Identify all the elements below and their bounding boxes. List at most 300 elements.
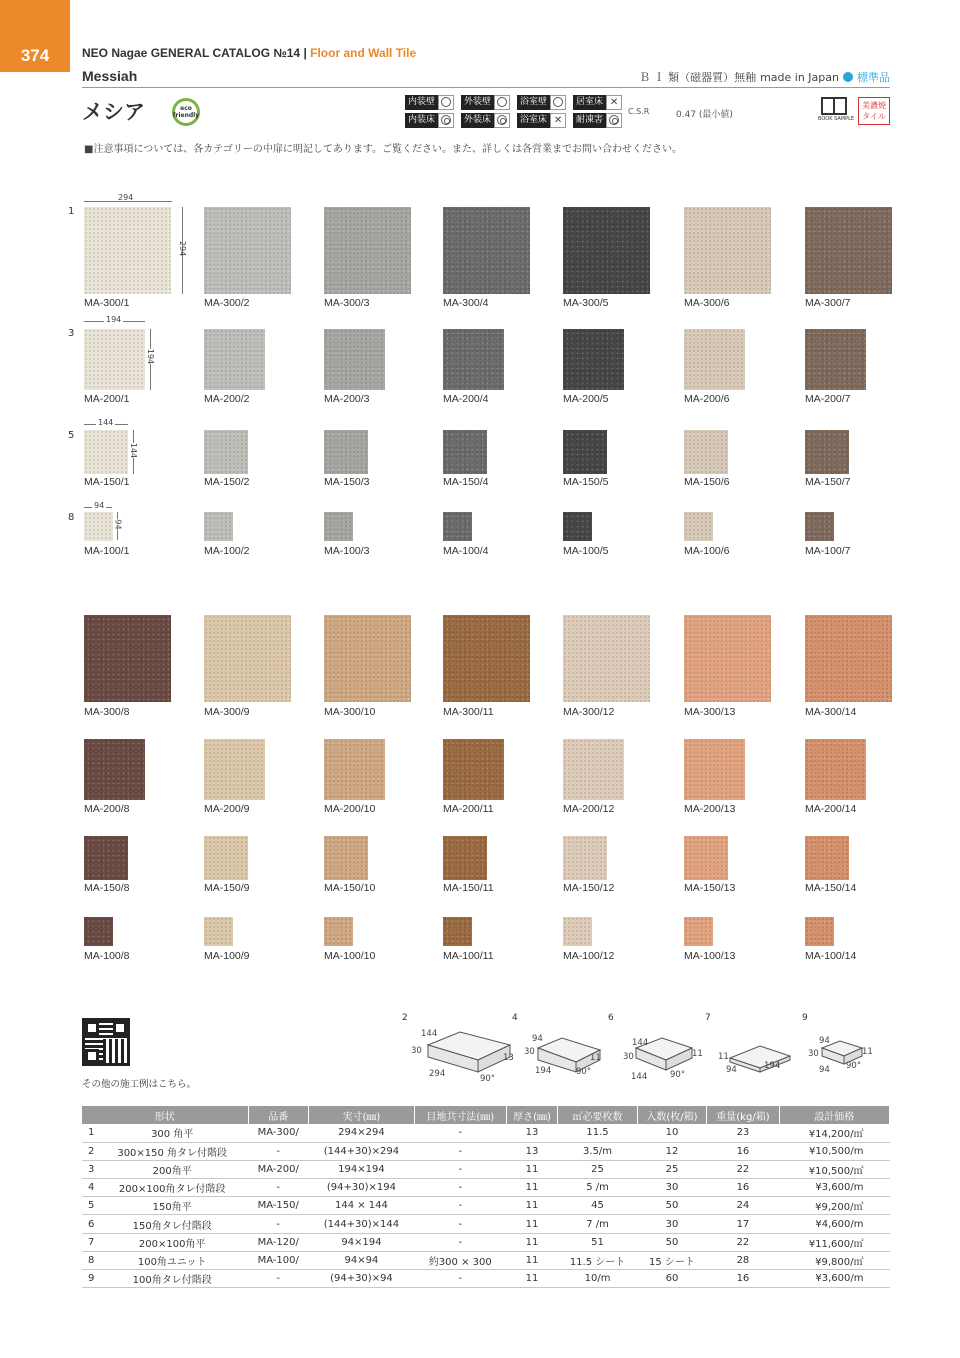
book-icon — [821, 97, 847, 115]
usage-label: 居室床 — [573, 95, 606, 110]
usage-label: 内装壁 — [405, 95, 438, 110]
table-cell: - — [414, 1142, 506, 1160]
table-cell: 22 — [707, 1233, 779, 1251]
table-cell: 11 — [506, 1160, 558, 1178]
tile-code: MA-300/10 — [324, 706, 376, 718]
page-number: 374 — [0, 0, 70, 72]
tile-swatch — [204, 615, 291, 702]
tile-code: MA-100/8 — [84, 950, 130, 962]
table-cell: MA-300/ — [248, 1124, 308, 1142]
shape-7-diagram — [730, 1046, 790, 1072]
shape-2-dim-a: 144 — [421, 1029, 438, 1039]
tile-code: MA-100/3 — [324, 545, 370, 557]
tile-code: MA-150/8 — [84, 882, 130, 894]
tile-swatch — [563, 615, 650, 702]
table-cell: 13 — [506, 1124, 558, 1142]
table-cell: 7 — [82, 1233, 96, 1251]
tile-swatch — [443, 836, 487, 880]
table-cell: 11.5 — [558, 1124, 637, 1142]
table-cell: - — [414, 1179, 506, 1197]
tile-code: MA-100/1 — [84, 545, 130, 557]
tile-swatch — [684, 615, 771, 702]
header-divider — [82, 87, 890, 88]
tile-swatch — [805, 207, 892, 294]
origin: made in Japan — [760, 70, 839, 84]
table-cell: - — [414, 1124, 506, 1142]
tile-code: MA-100/6 — [684, 545, 730, 557]
tile-swatch — [84, 207, 171, 294]
table-cell: 200×100角タレ付階段 — [96, 1179, 248, 1197]
tile-swatch — [443, 615, 530, 702]
shape-2-dim-b: 30 — [411, 1046, 422, 1056]
tile-code: MA-100/5 — [563, 545, 609, 557]
csr-value: 0.47 (最小値) — [676, 110, 733, 120]
table-cell: 15 シート — [637, 1251, 707, 1269]
tile-swatch — [805, 836, 849, 880]
dim-144-height: 144 — [129, 442, 139, 459]
tile-code: MA-300/11 — [443, 706, 494, 718]
col-pieces-per-box: 入数(枚/箱) — [637, 1106, 707, 1124]
tile-code: MA-300/14 — [805, 706, 857, 718]
tile-swatch — [324, 836, 368, 880]
tile-code: MA-200/10 — [324, 803, 376, 815]
table-cell: 200角平 — [96, 1160, 248, 1178]
book-sample-label: BOOK SAMPLE — [818, 116, 855, 122]
shape-7-dim-a: 11 — [718, 1052, 729, 1062]
table-cell: 200×100角平 — [96, 1233, 248, 1251]
spec-table — [82, 1106, 890, 1288]
table-row — [82, 1142, 890, 1160]
qr-code[interactable] — [82, 1018, 130, 1066]
table-cell: - — [248, 1179, 308, 1197]
tile-swatch — [443, 430, 487, 474]
usage-grid — [405, 94, 627, 128]
tile-code: MA-300/1 — [84, 297, 130, 309]
tile-code: MA-200/12 — [563, 803, 615, 815]
tile-code: MA-300/7 — [805, 297, 851, 309]
shape-7-dim-b: 94 — [726, 1065, 737, 1075]
table-cell: (144+30)×294 — [308, 1142, 414, 1160]
usage-label: 浴室床 — [517, 113, 550, 128]
table-cell: - — [414, 1197, 506, 1215]
shape-9-dim-a: 94 — [819, 1036, 830, 1046]
csr-label: C.S.R — [628, 107, 650, 116]
table-row — [82, 1160, 890, 1178]
col-joint-size: 目地共寸法(㎜) — [414, 1106, 506, 1124]
table-cell: 16 — [707, 1142, 779, 1160]
shape-9-dim-d: 94 — [819, 1065, 830, 1075]
usage-label: 耐凍害 — [573, 113, 606, 128]
table-cell: 23 — [707, 1124, 779, 1142]
dim-194-width: 194 — [106, 315, 122, 324]
tile-code: MA-150/10 — [324, 882, 376, 894]
usage-label: 外装壁 — [461, 95, 494, 110]
tile-code: MA-200/3 — [324, 393, 370, 405]
tile-swatch — [684, 836, 728, 880]
series-name-en: Messiah — [82, 68, 138, 84]
shape-6-dim-e: 90° — [670, 1070, 686, 1080]
tile-swatch — [684, 917, 713, 946]
shape-2-diagram — [428, 1032, 510, 1072]
col-actual-size: 実寸(㎜) — [308, 1106, 414, 1124]
table-row — [82, 1270, 890, 1288]
tile-code: MA-150/4 — [443, 476, 489, 488]
table-cell: 22 — [707, 1160, 779, 1178]
table-cell: 5 — [82, 1197, 96, 1215]
table-cell: 4 — [82, 1179, 96, 1197]
cross-mark-icon: ✕ — [550, 113, 566, 128]
table-row — [82, 1124, 890, 1142]
table-row — [82, 1233, 890, 1251]
usage-item — [461, 94, 515, 110]
double-circle-mark-icon — [438, 113, 454, 128]
standard-dot-icon — [843, 72, 853, 82]
table-cell: (144+30)×144 — [308, 1215, 414, 1233]
table-cell: 約300 × 300 — [414, 1251, 506, 1269]
table-cell: 60 — [637, 1270, 707, 1288]
table-cell: 28 — [707, 1251, 779, 1269]
tile-code: MA-150/9 — [204, 882, 250, 894]
double-circle-mark-icon — [606, 113, 622, 128]
shape-6-dim-d: 144 — [631, 1072, 648, 1082]
tile-code: MA-200/6 — [684, 393, 730, 405]
tile-swatch — [324, 430, 368, 474]
table-cell: 11 — [506, 1251, 558, 1269]
tile-swatch — [204, 739, 265, 800]
table-cell: 17 — [707, 1215, 779, 1233]
tile-code: MA-300/5 — [563, 297, 609, 309]
table-cell: 11 — [506, 1179, 558, 1197]
usage-label: 外装床 — [461, 113, 494, 128]
table-cell: 25 — [558, 1160, 637, 1178]
catalog-title — [82, 46, 416, 60]
circle-mark-icon — [438, 95, 454, 110]
tile-swatch — [563, 430, 607, 474]
double-circle-mark-icon — [494, 113, 510, 128]
catalog-name: NEO Nagae GENERAL CATALOG №14 — [82, 46, 301, 60]
usage-item — [573, 112, 627, 128]
table-cell: - — [414, 1233, 506, 1251]
tile-code: MA-150/3 — [324, 476, 370, 488]
tile-code: MA-150/12 — [563, 882, 615, 894]
tile-code: MA-100/4 — [443, 545, 489, 557]
tile-swatch — [324, 917, 353, 946]
shape-2-dim-d: 294 — [429, 1069, 446, 1079]
shape-2-dim-e: 90° — [480, 1074, 496, 1084]
shape-4-dim-a: 94 — [532, 1034, 543, 1044]
cross-mark-icon: ✕ — [606, 95, 622, 110]
tile-swatch — [684, 207, 771, 294]
col-product-code: 品番 — [248, 1106, 308, 1124]
tile-code: MA-200/2 — [204, 393, 250, 405]
tile-code: MA-150/2 — [204, 476, 250, 488]
tile-code: MA-150/7 — [805, 476, 851, 488]
table-cell: MA-150/ — [248, 1197, 308, 1215]
tile-code: MA-100/14 — [805, 950, 857, 962]
table-cell: ¥9,200/㎡ — [779, 1197, 889, 1215]
col-price: 設計価格 — [779, 1106, 889, 1124]
table-cell: 7 /m — [558, 1215, 637, 1233]
tile-code: MA-100/2 — [204, 545, 250, 557]
circle-mark-icon — [550, 95, 566, 110]
table-cell: ¥3,600/m — [779, 1270, 889, 1288]
tile-code: MA-200/7 — [805, 393, 851, 405]
tile-code: MA-100/13 — [684, 950, 736, 962]
book-sample — [818, 97, 855, 122]
shape-2-dim-c: 13 — [503, 1053, 514, 1063]
table-cell: 10/m — [558, 1270, 637, 1288]
table-cell: 25 — [637, 1160, 707, 1178]
table-cell: 300 角平 — [96, 1124, 248, 1142]
standard-label: 標準品 — [857, 71, 890, 84]
tile-swatch — [443, 207, 530, 294]
shape-4-dim-c: 11 — [590, 1053, 601, 1063]
tile-code: MA-300/3 — [324, 297, 370, 309]
usage-label: 内装床 — [405, 113, 438, 128]
row-number-8: 8 — [68, 512, 75, 523]
tile-swatch — [84, 917, 113, 946]
table-cell: 6 — [82, 1215, 96, 1233]
tile-swatch — [563, 207, 650, 294]
tile-swatch — [563, 512, 592, 541]
table-cell: - — [414, 1160, 506, 1178]
table-cell: 50 — [637, 1197, 707, 1215]
table-cell: 50 — [637, 1233, 707, 1251]
tile-swatch — [563, 739, 624, 800]
tile-swatch — [84, 739, 145, 800]
usage-item — [461, 112, 515, 128]
tile-swatch — [84, 615, 171, 702]
table-cell: 300×150 角タレ付階段 — [96, 1142, 248, 1160]
usage-item — [405, 112, 459, 128]
shape-6-dim-b: 30 — [623, 1052, 634, 1062]
usage-label: 浴室壁 — [517, 95, 550, 110]
table-row — [82, 1215, 890, 1233]
tile-code: MA-200/11 — [443, 803, 494, 815]
table-cell: MA-120/ — [248, 1233, 308, 1251]
tile-code: MA-100/12 — [563, 950, 615, 962]
table-cell: ¥14,200/㎡ — [779, 1124, 889, 1142]
catalog-separator: | — [303, 46, 307, 60]
tile-swatch — [805, 739, 866, 800]
dim-194-height: 194 — [146, 348, 156, 365]
table-cell: 3.5/m — [558, 1142, 637, 1160]
shape-7-dim-c: 194 — [764, 1061, 781, 1071]
usage-item — [517, 112, 571, 128]
shape-4-dim-e: 90° — [576, 1067, 592, 1077]
table-cell: MA-200/ — [248, 1160, 308, 1178]
dim-144-width: 144 — [98, 418, 114, 427]
tile-swatch — [443, 739, 504, 800]
tile-swatch — [563, 329, 624, 390]
table-cell: 51 — [558, 1233, 637, 1251]
tile-swatch — [684, 430, 728, 474]
tile-code: MA-200/5 — [563, 393, 609, 405]
table-cell: 11 — [506, 1215, 558, 1233]
shape-num-9: 9 — [802, 1013, 808, 1023]
qr-caption: その他の施工例はこちら。 — [82, 1079, 197, 1090]
classification: Ｂ Ｉ 類（磁器質）無釉 — [639, 71, 757, 84]
tile-swatch — [805, 917, 834, 946]
table-cell: - — [248, 1270, 308, 1288]
tile-code: MA-100/7 — [805, 545, 851, 557]
table-cell: 12 — [637, 1142, 707, 1160]
tile-swatch — [324, 512, 353, 541]
tile-swatch — [204, 512, 233, 541]
table-cell: - — [248, 1215, 308, 1233]
tile-code: MA-200/14 — [805, 803, 857, 815]
shape-6-dim-a: 144 — [632, 1038, 649, 1048]
tile-code: MA-300/4 — [443, 297, 489, 309]
tile-code: MA-200/4 — [443, 393, 489, 405]
tile-code: MA-300/2 — [204, 297, 250, 309]
tile-code: MA-150/1 — [84, 476, 130, 488]
tile-swatch — [84, 329, 145, 390]
col-shape: 形状 — [82, 1106, 248, 1124]
stamp-line-1: 美濃焼 — [862, 101, 886, 110]
table-cell: 150角平 — [96, 1197, 248, 1215]
table-cell: 11 — [506, 1233, 558, 1251]
shape-9-dim-e: 90° — [846, 1061, 862, 1071]
tile-code: MA-150/11 — [443, 882, 494, 894]
shape-num-6: 6 — [608, 1013, 614, 1023]
spec-table-header — [82, 1106, 890, 1124]
tile-swatch — [563, 836, 607, 880]
table-cell: 16 — [707, 1179, 779, 1197]
tile-code: MA-150/6 — [684, 476, 730, 488]
tile-code: MA-200/1 — [84, 393, 130, 405]
tile-swatch — [324, 739, 385, 800]
shape-4-dim-d: 194 — [535, 1066, 552, 1076]
col-thickness: 厚さ(㎜) — [506, 1106, 558, 1124]
table-cell: ¥3,600/m — [779, 1179, 889, 1197]
catalog-category: Floor and Wall Tile — [310, 46, 417, 60]
table-cell: 9 — [82, 1270, 96, 1288]
table-cell: ¥11,600/㎡ — [779, 1233, 889, 1251]
usage-item — [517, 94, 571, 110]
tile-code: MA-300/8 — [84, 706, 130, 718]
shape-9-dim-b: 30 — [808, 1049, 819, 1059]
table-cell: 2 — [82, 1142, 96, 1160]
table-cell: 294×294 — [308, 1124, 414, 1142]
table-cell: 16 — [707, 1270, 779, 1288]
row-number-3: 3 — [68, 328, 75, 339]
row-number-1: 1 — [68, 206, 75, 217]
table-cell: 94×94 — [308, 1251, 414, 1269]
table-cell: ¥10,500/m — [779, 1142, 889, 1160]
tile-swatch — [684, 329, 745, 390]
table-cell: 11 — [506, 1270, 558, 1288]
row-number-5: 5 — [68, 430, 75, 441]
tile-swatch — [443, 512, 472, 541]
table-cell: 11 — [506, 1197, 558, 1215]
tile-code: MA-300/9 — [204, 706, 250, 718]
table-cell: 150角タレ付階段 — [96, 1215, 248, 1233]
circle-mark-icon — [494, 95, 510, 110]
shape-4-dim-b: 30 — [524, 1047, 535, 1057]
col-pieces-per-sqm: ㎡必要枚数 — [558, 1106, 637, 1124]
stamp-line-2: タイル — [862, 112, 886, 121]
shape-num-2: 2 — [402, 1013, 408, 1023]
tile-code: MA-100/10 — [324, 950, 376, 962]
shape-6-dim-c: 11 — [692, 1049, 703, 1059]
usage-item — [405, 94, 459, 110]
table-cell: 11.5 シート — [558, 1251, 637, 1269]
tile-swatch — [204, 836, 248, 880]
table-cell: 100角タレ付階段 — [96, 1270, 248, 1288]
table-cell: 13 — [506, 1142, 558, 1160]
eco-friendly-icon: eco friendly — [172, 98, 200, 126]
tile-swatch — [684, 739, 745, 800]
tile-swatch — [805, 329, 866, 390]
table-cell: 144 × 144 — [308, 1197, 414, 1215]
tile-swatch — [443, 917, 472, 946]
tile-swatch — [204, 207, 291, 294]
tile-swatch — [84, 836, 128, 880]
table-row — [82, 1251, 890, 1269]
table-cell: ¥4,600/m — [779, 1215, 889, 1233]
classification-line — [639, 69, 890, 85]
tile-code: MA-300/6 — [684, 297, 730, 309]
dim-94-width: 94 — [94, 501, 105, 510]
tile-swatch — [443, 329, 504, 390]
table-cell: 24 — [707, 1197, 779, 1215]
tile-code: MA-300/13 — [684, 706, 736, 718]
tile-swatch — [84, 512, 113, 541]
table-cell: - — [414, 1270, 506, 1288]
usage-item — [573, 94, 627, 110]
table-cell: MA-100/ — [248, 1251, 308, 1269]
tile-swatch — [805, 615, 892, 702]
table-cell: ¥9,800/㎡ — [779, 1251, 889, 1269]
tile-swatch — [324, 329, 385, 390]
tile-swatch — [563, 917, 592, 946]
table-cell: - — [414, 1215, 506, 1233]
tile-code: MA-200/8 — [84, 803, 130, 815]
tile-swatch — [204, 430, 248, 474]
notice-text: ■注意事項については、各カテゴリーの中扉に明記してあります。ご覧ください。また、詳しくは各営業までお問い合わせください。 — [84, 144, 683, 155]
table-cell: 3 — [82, 1160, 96, 1178]
tile-code: MA-150/14 — [805, 882, 857, 894]
table-cell: 94×194 — [308, 1233, 414, 1251]
table-cell: 30 — [637, 1215, 707, 1233]
table-cell: 100角ユニット — [96, 1251, 248, 1269]
table-cell: 45 — [558, 1197, 637, 1215]
tile-swatch — [204, 917, 233, 946]
tile-code: MA-200/13 — [684, 803, 736, 815]
series-name-jp: メシア — [82, 100, 145, 124]
shape-num-4: 4 — [512, 1013, 518, 1023]
mino-tile-stamp — [858, 97, 890, 125]
dim-94-height: 94 — [113, 519, 123, 530]
tile-code: MA-100/9 — [204, 950, 250, 962]
table-cell: ¥10,500/㎡ — [779, 1160, 889, 1178]
tile-code: MA-150/5 — [563, 476, 609, 488]
tile-swatch — [684, 512, 713, 541]
table-cell: 30 — [637, 1179, 707, 1197]
tile-code: MA-150/13 — [684, 882, 736, 894]
tile-swatch — [324, 615, 411, 702]
table-row — [82, 1179, 890, 1197]
table-cell: 194×194 — [308, 1160, 414, 1178]
table-cell: 1 — [82, 1124, 96, 1142]
table-cell: - — [248, 1142, 308, 1160]
shape-num-7: 7 — [705, 1013, 711, 1023]
tile-swatch — [805, 430, 849, 474]
dim-294-height: 294 — [178, 240, 188, 257]
dim-294-width: 294 — [118, 193, 134, 202]
shape-9-dim-c: 11 — [862, 1047, 873, 1057]
